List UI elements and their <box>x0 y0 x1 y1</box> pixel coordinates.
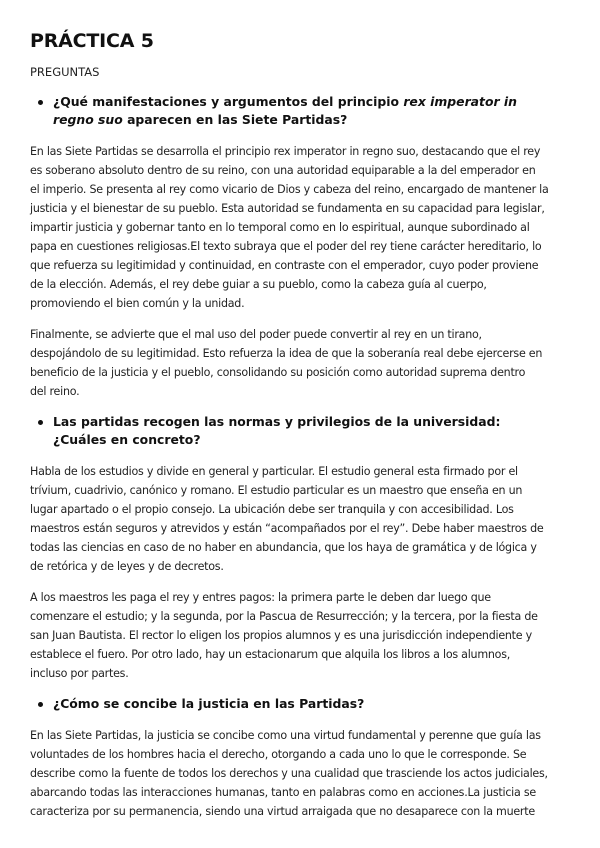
question-1-text: ¿Qué manifestaciones y argumentos del principio <box>53 94 404 109</box>
question-2-text: Las partidas recogen las normas y privilegios de la universidad: ¿Cuáles en concreto? <box>53 414 501 447</box>
paragraph <box>30 588 572 683</box>
paragraph <box>30 726 572 821</box>
paragraph <box>30 142 572 313</box>
paragraph-line: beneficio de la justicia y el pueblo, consolidando su posición como autoridad suprema dentro <box>30 366 526 379</box>
paragraph-line: maestros están seguros y atrevidos y están “acompañados por el rey”. Debe haber maestros de <box>30 522 544 535</box>
page-subtitle: PREGUNTAS <box>30 65 100 79</box>
paragraph-line: promoviendo el bien común y la unidad. <box>30 297 245 310</box>
paragraph-line: del reino. <box>30 385 80 398</box>
paragraph-line: que refuerza su legitimidad y continuidad, en contraste con el emperador, cuyo poder proviene <box>30 259 539 272</box>
paragraph-line: el imperio. Se presenta al rey como vicario de Dios y cabeza del reino, encargado de mantener la <box>30 183 549 196</box>
paragraph-line: todas las ciencias en caso de no haber en abundancia, que los haya de gramática y de lógica y <box>30 541 537 554</box>
paragraph-line: es soberano absoluto dentro de su reino, con una autoridad equiparable a la del emperador en <box>30 164 536 177</box>
paragraph-line: establece el fuero. Por otro lado, hay un estacionarum que alquila los libros a los alumnos, <box>30 648 510 661</box>
paragraph-line: caracteriza por su permanencia, siendo una virtud arraigada que no desaparece con la muerte <box>30 805 535 818</box>
paragraph-line: En las Siete Partidas, la justicia se concibe como una virtud fundamental y perenne que guía las <box>30 729 541 742</box>
paragraph-line: san Juan Bautista. El rector lo eligen los propios alumnos y es una jurisdicción independiente y <box>30 629 532 642</box>
paragraph-line: despojándolo de su legitimidad. Esto refuerza la idea de que la soberanía real debe ejercerse en <box>30 347 543 360</box>
paragraph-line: Habla de los estudios y divide en general y particular. El estudio general esta firmado por el <box>30 465 518 478</box>
paragraph-line: abarcando todas las interacciones humanas, tanto en palabras como en acciones.La justicia se <box>30 786 536 799</box>
paragraph-line: justicia y el bienestar de su pueblo. Esta autoridad se fundamenta en su capacidad para legislar, <box>30 202 545 215</box>
paragraph-line: En las Siete Partidas se desarrolla el principio rex imperator in regno suo, destacando que el rey <box>30 145 541 158</box>
question-2 <box>30 413 572 449</box>
question-1 <box>30 93 572 129</box>
paragraph-line: papa en cuestiones religiosas.El texto subraya que el poder del rey tiene carácter hereditario, lo <box>30 240 542 253</box>
page-title: PRÁCTICA 5 <box>30 30 154 52</box>
paragraph-line: trívium, cuadrivio, canónico y romano. El estudio particular es un maestro que enseña en un <box>30 484 523 497</box>
paragraph-line: describe como la fuente de todos los derechos y una cualidad que trasciende los actos judiciales, <box>30 767 548 780</box>
paragraph-line: voluntades de los hombres hacia el derecho, otorgando a cada uno lo que le corresponde. Se <box>30 748 527 761</box>
paragraph-line: comenzare el estudio; y la segunda, por la Pascua de Resurrección; y la tercera, por la fiesta de <box>30 610 538 623</box>
paragraph <box>30 325 572 401</box>
paragraph-line: de retórica y de leyes y de decretos. <box>30 560 224 573</box>
bullet-icon <box>38 100 43 105</box>
question-1-italic: rex imperator in regno suo <box>53 94 517 127</box>
paragraph-line: Finalmente, se advierte que el mal uso del poder puede convertir al rey en un tirano, <box>30 328 482 341</box>
question-3 <box>30 695 572 713</box>
paragraph <box>30 462 572 576</box>
paragraph-line: de la elección. Además, el rey debe guiar a su pueblo, como la cabeza guía al cuerpo, <box>30 278 487 291</box>
paragraph-line: A los maestros les paga el rey y entres pagos: la primera parte le deben dar luego que <box>30 591 491 604</box>
paragraph-line: impartir justicia y gobernar tanto en lo temporal como en lo espiritual, aunque subordinado al <box>30 221 530 234</box>
bullet-icon <box>38 702 43 707</box>
paragraph-line: incluso por partes. <box>30 667 129 680</box>
bullet-icon <box>38 420 43 425</box>
paragraph-line: lugar apartado o el propio consejo. La ubicación debe ser tranquila y con accesibilidad. Los <box>30 503 514 516</box>
question-1-text-end: aparecen en las Siete Partidas? <box>122 112 348 127</box>
question-3-text: ¿Cómo se concibe la justicia en las Partidas? <box>53 696 365 711</box>
